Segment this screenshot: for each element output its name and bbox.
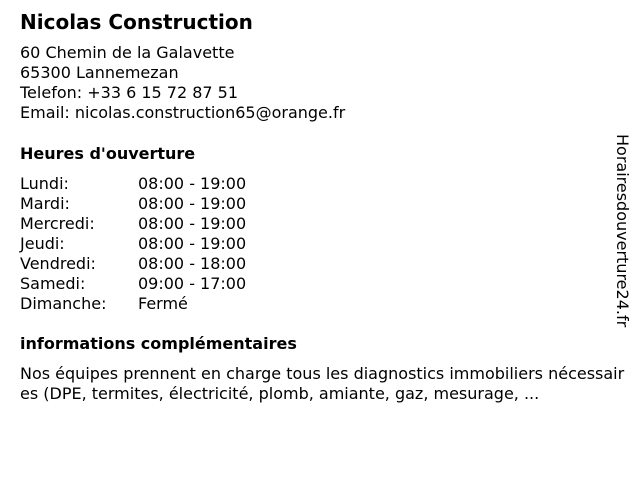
additional-info-heading: informations complémentaires [20,334,297,353]
site-watermark: Horairesdouverture24.fr [613,134,632,328]
day-label: Mercredi: [20,214,95,233]
day-label: Jeudi: [20,234,65,253]
additional-info-text: Nos équipes prennent en charge tous les diagnostics immobiliers nécessaires (DPE, termites, électricité, plomb, amiante, gaz, mesurage, ... [20,364,625,403]
time-value: 08:00 - 18:00 [138,254,247,273]
hours-row-wednesday [20,214,246,234]
hours-row-tuesday [20,194,246,214]
time-value: 09:00 - 17:00 [138,274,247,293]
phone-line: Telefon: +33 6 15 72 87 51 [20,83,239,102]
contact-block [20,43,345,123]
address-line-2: 65300 Lannemezan [20,63,179,82]
day-label: Lundi: [20,174,69,193]
time-value: Fermé [138,294,188,313]
time-value: 08:00 - 19:00 [138,214,247,233]
opening-hours-heading: Heures d'ouverture [20,144,196,163]
time-value: 08:00 - 19:00 [138,234,247,253]
email-line: Email: nicolas.construction65@orange.fr [20,103,346,122]
day-label: Dimanche: [20,294,107,313]
business-name: Nicolas Construction [20,10,253,34]
day-label: Samedi: [20,274,86,293]
hours-row-thursday [20,234,246,254]
hours-row-sunday [20,294,246,314]
hours-row-saturday [20,274,246,294]
address-line-1: 60 Chemin de la Galavette [20,43,235,62]
day-label: Mardi: [20,194,70,213]
time-value: 08:00 - 19:00 [138,194,247,213]
opening-hours-table [20,174,246,314]
time-value: 08:00 - 19:00 [138,174,247,193]
hours-row-friday [20,254,246,274]
hours-row-monday [20,174,246,194]
day-label: Vendredi: [20,254,96,273]
